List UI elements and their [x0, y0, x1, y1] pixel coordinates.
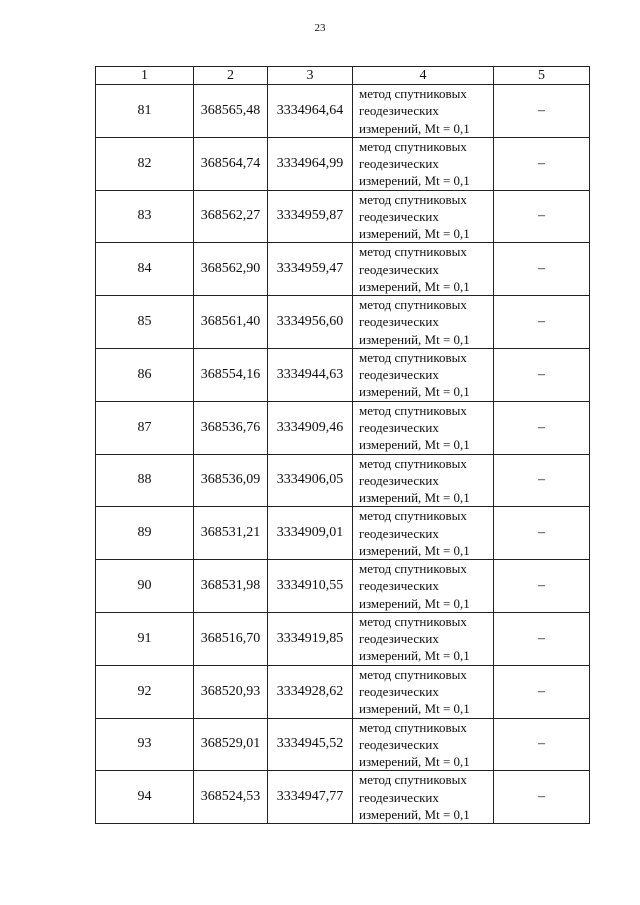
method-cell [353, 85, 494, 138]
table-row [96, 137, 590, 190]
method-line: метод спутниковых [359, 244, 467, 260]
y-coordinate-cell: 3334910,55 [268, 560, 353, 613]
table-row [96, 718, 590, 771]
method-line: геодезических [359, 472, 439, 488]
x-coordinate-cell: 368536,09 [194, 454, 268, 507]
point-number-cell: 84 [96, 243, 194, 296]
method-line: метод спутниковых [359, 86, 467, 102]
note-cell: – [494, 718, 590, 771]
table-row [96, 665, 590, 718]
method-line: геодезических [359, 261, 439, 277]
method-line: измерений, Mt = 0,1 [359, 120, 470, 136]
x-coordinate-cell: 368562,27 [194, 190, 268, 243]
point-number-cell: 91 [96, 612, 194, 665]
method-cell [353, 560, 494, 613]
x-coordinate-cell: 368531,21 [194, 507, 268, 560]
table-body [96, 85, 590, 824]
method-line: измерений, Mt = 0,1 [359, 595, 470, 611]
method-cell [353, 454, 494, 507]
method-line: геодезических [359, 736, 439, 752]
note-cell: – [494, 190, 590, 243]
table-row [96, 243, 590, 296]
column-header: 5 [494, 67, 590, 85]
method-line: геодезических [359, 684, 439, 700]
table-row [96, 771, 590, 824]
method-line: геодезических [359, 631, 439, 647]
method-cell [353, 190, 494, 243]
y-coordinate-cell: 3334947,77 [268, 771, 353, 824]
note-cell: – [494, 401, 590, 454]
x-coordinate-cell: 368529,01 [194, 718, 268, 771]
method-line: измерений, Mt = 0,1 [359, 384, 470, 400]
x-coordinate-cell: 368531,98 [194, 560, 268, 613]
method-cell [353, 771, 494, 824]
point-number-cell: 86 [96, 348, 194, 401]
point-number-cell: 93 [96, 718, 194, 771]
x-coordinate-cell: 368536,76 [194, 401, 268, 454]
method-line: геодезических [359, 367, 439, 383]
y-coordinate-cell: 3334919,85 [268, 612, 353, 665]
y-coordinate-cell: 3334944,63 [268, 348, 353, 401]
table-row [96, 296, 590, 349]
x-coordinate-cell: 368562,90 [194, 243, 268, 296]
method-line: геодезических [359, 420, 439, 436]
x-coordinate-cell: 368516,70 [194, 612, 268, 665]
method-line: измерений, Mt = 0,1 [359, 437, 470, 453]
note-cell: – [494, 612, 590, 665]
method-line: метод спутниковых [359, 666, 467, 682]
column-header: 3 [268, 67, 353, 85]
method-line: измерений, Mt = 0,1 [359, 173, 470, 189]
method-cell [353, 243, 494, 296]
method-line: измерений, Mt = 0,1 [359, 806, 470, 822]
method-line: геодезических [359, 156, 439, 172]
note-cell: – [494, 137, 590, 190]
table-row [96, 454, 590, 507]
y-coordinate-cell: 3334956,60 [268, 296, 353, 349]
method-line: метод спутниковых [359, 350, 467, 366]
method-line: метод спутниковых [359, 772, 467, 788]
y-coordinate-cell: 3334964,99 [268, 137, 353, 190]
table-row [96, 401, 590, 454]
method-line: метод спутниковых [359, 508, 467, 524]
note-cell: – [494, 560, 590, 613]
method-cell [353, 137, 494, 190]
point-number-cell: 87 [96, 401, 194, 454]
point-number-cell: 92 [96, 665, 194, 718]
y-coordinate-cell: 3334945,52 [268, 718, 353, 771]
method-line: метод спутниковых [359, 191, 467, 207]
table-row [96, 560, 590, 613]
column-header: 2 [194, 67, 268, 85]
y-coordinate-cell: 3334909,46 [268, 401, 353, 454]
method-cell [353, 665, 494, 718]
page-number: 23 [314, 22, 326, 34]
column-header: 1 [96, 67, 194, 85]
y-coordinate-cell: 3334959,87 [268, 190, 353, 243]
note-cell: – [494, 296, 590, 349]
method-line: метод спутниковых [359, 719, 467, 735]
table-row [96, 348, 590, 401]
note-cell: – [494, 348, 590, 401]
x-coordinate-cell: 368561,40 [194, 296, 268, 349]
y-coordinate-cell: 3334928,62 [268, 665, 353, 718]
method-line: измерений, Mt = 0,1 [359, 701, 470, 717]
method-line: геодезических [359, 789, 439, 805]
method-line: геодезических [359, 314, 439, 330]
point-number-cell: 83 [96, 190, 194, 243]
method-cell [353, 401, 494, 454]
method-line: метод спутниковых [359, 297, 467, 313]
table-row [96, 507, 590, 560]
x-coordinate-cell: 368564,74 [194, 137, 268, 190]
table-row [96, 85, 590, 138]
note-cell: – [494, 454, 590, 507]
method-line: геодезических [359, 208, 439, 224]
point-number-cell: 85 [96, 296, 194, 349]
method-line: метод спутниковых [359, 614, 467, 630]
point-number-cell: 89 [96, 507, 194, 560]
method-line: измерений, Mt = 0,1 [359, 648, 470, 664]
y-coordinate-cell: 3334906,05 [268, 454, 353, 507]
point-number-cell: 90 [96, 560, 194, 613]
method-cell [353, 507, 494, 560]
x-coordinate-cell: 368520,93 [194, 665, 268, 718]
method-cell [353, 296, 494, 349]
y-coordinate-cell: 3334909,01 [268, 507, 353, 560]
method-line: измерений, Mt = 0,1 [359, 542, 470, 558]
method-line: измерений, Mt = 0,1 [359, 278, 470, 294]
table-row [96, 190, 590, 243]
method-line: геодезических [359, 103, 439, 119]
point-number-cell: 81 [96, 85, 194, 138]
method-line: геодезических [359, 578, 439, 594]
table-header-row [96, 67, 590, 85]
point-number-cell: 94 [96, 771, 194, 824]
method-line: метод спутниковых [359, 138, 467, 154]
x-coordinate-cell: 368565,48 [194, 85, 268, 138]
y-coordinate-cell: 3334959,47 [268, 243, 353, 296]
method-cell [353, 612, 494, 665]
method-line: метод спутниковых [359, 402, 467, 418]
table-row [96, 612, 590, 665]
method-line: метод спутниковых [359, 561, 467, 577]
y-coordinate-cell: 3334964,64 [268, 85, 353, 138]
note-cell: – [494, 85, 590, 138]
method-line: метод спутниковых [359, 455, 467, 471]
method-line: геодезических [359, 525, 439, 541]
point-number-cell: 82 [96, 137, 194, 190]
method-line: измерений, Mt = 0,1 [359, 226, 470, 242]
method-line: измерений, Mt = 0,1 [359, 331, 470, 347]
x-coordinate-cell: 368554,16 [194, 348, 268, 401]
method-line: измерений, Mt = 0,1 [359, 490, 470, 506]
x-coordinate-cell: 368524,53 [194, 771, 268, 824]
column-header: 4 [353, 67, 494, 85]
note-cell: – [494, 243, 590, 296]
note-cell: – [494, 771, 590, 824]
note-cell: – [494, 507, 590, 560]
note-cell: – [494, 665, 590, 718]
point-number-cell: 88 [96, 454, 194, 507]
method-cell [353, 718, 494, 771]
method-cell [353, 348, 494, 401]
method-line: измерений, Mt = 0,1 [359, 754, 470, 770]
coordinates-table [95, 66, 590, 824]
